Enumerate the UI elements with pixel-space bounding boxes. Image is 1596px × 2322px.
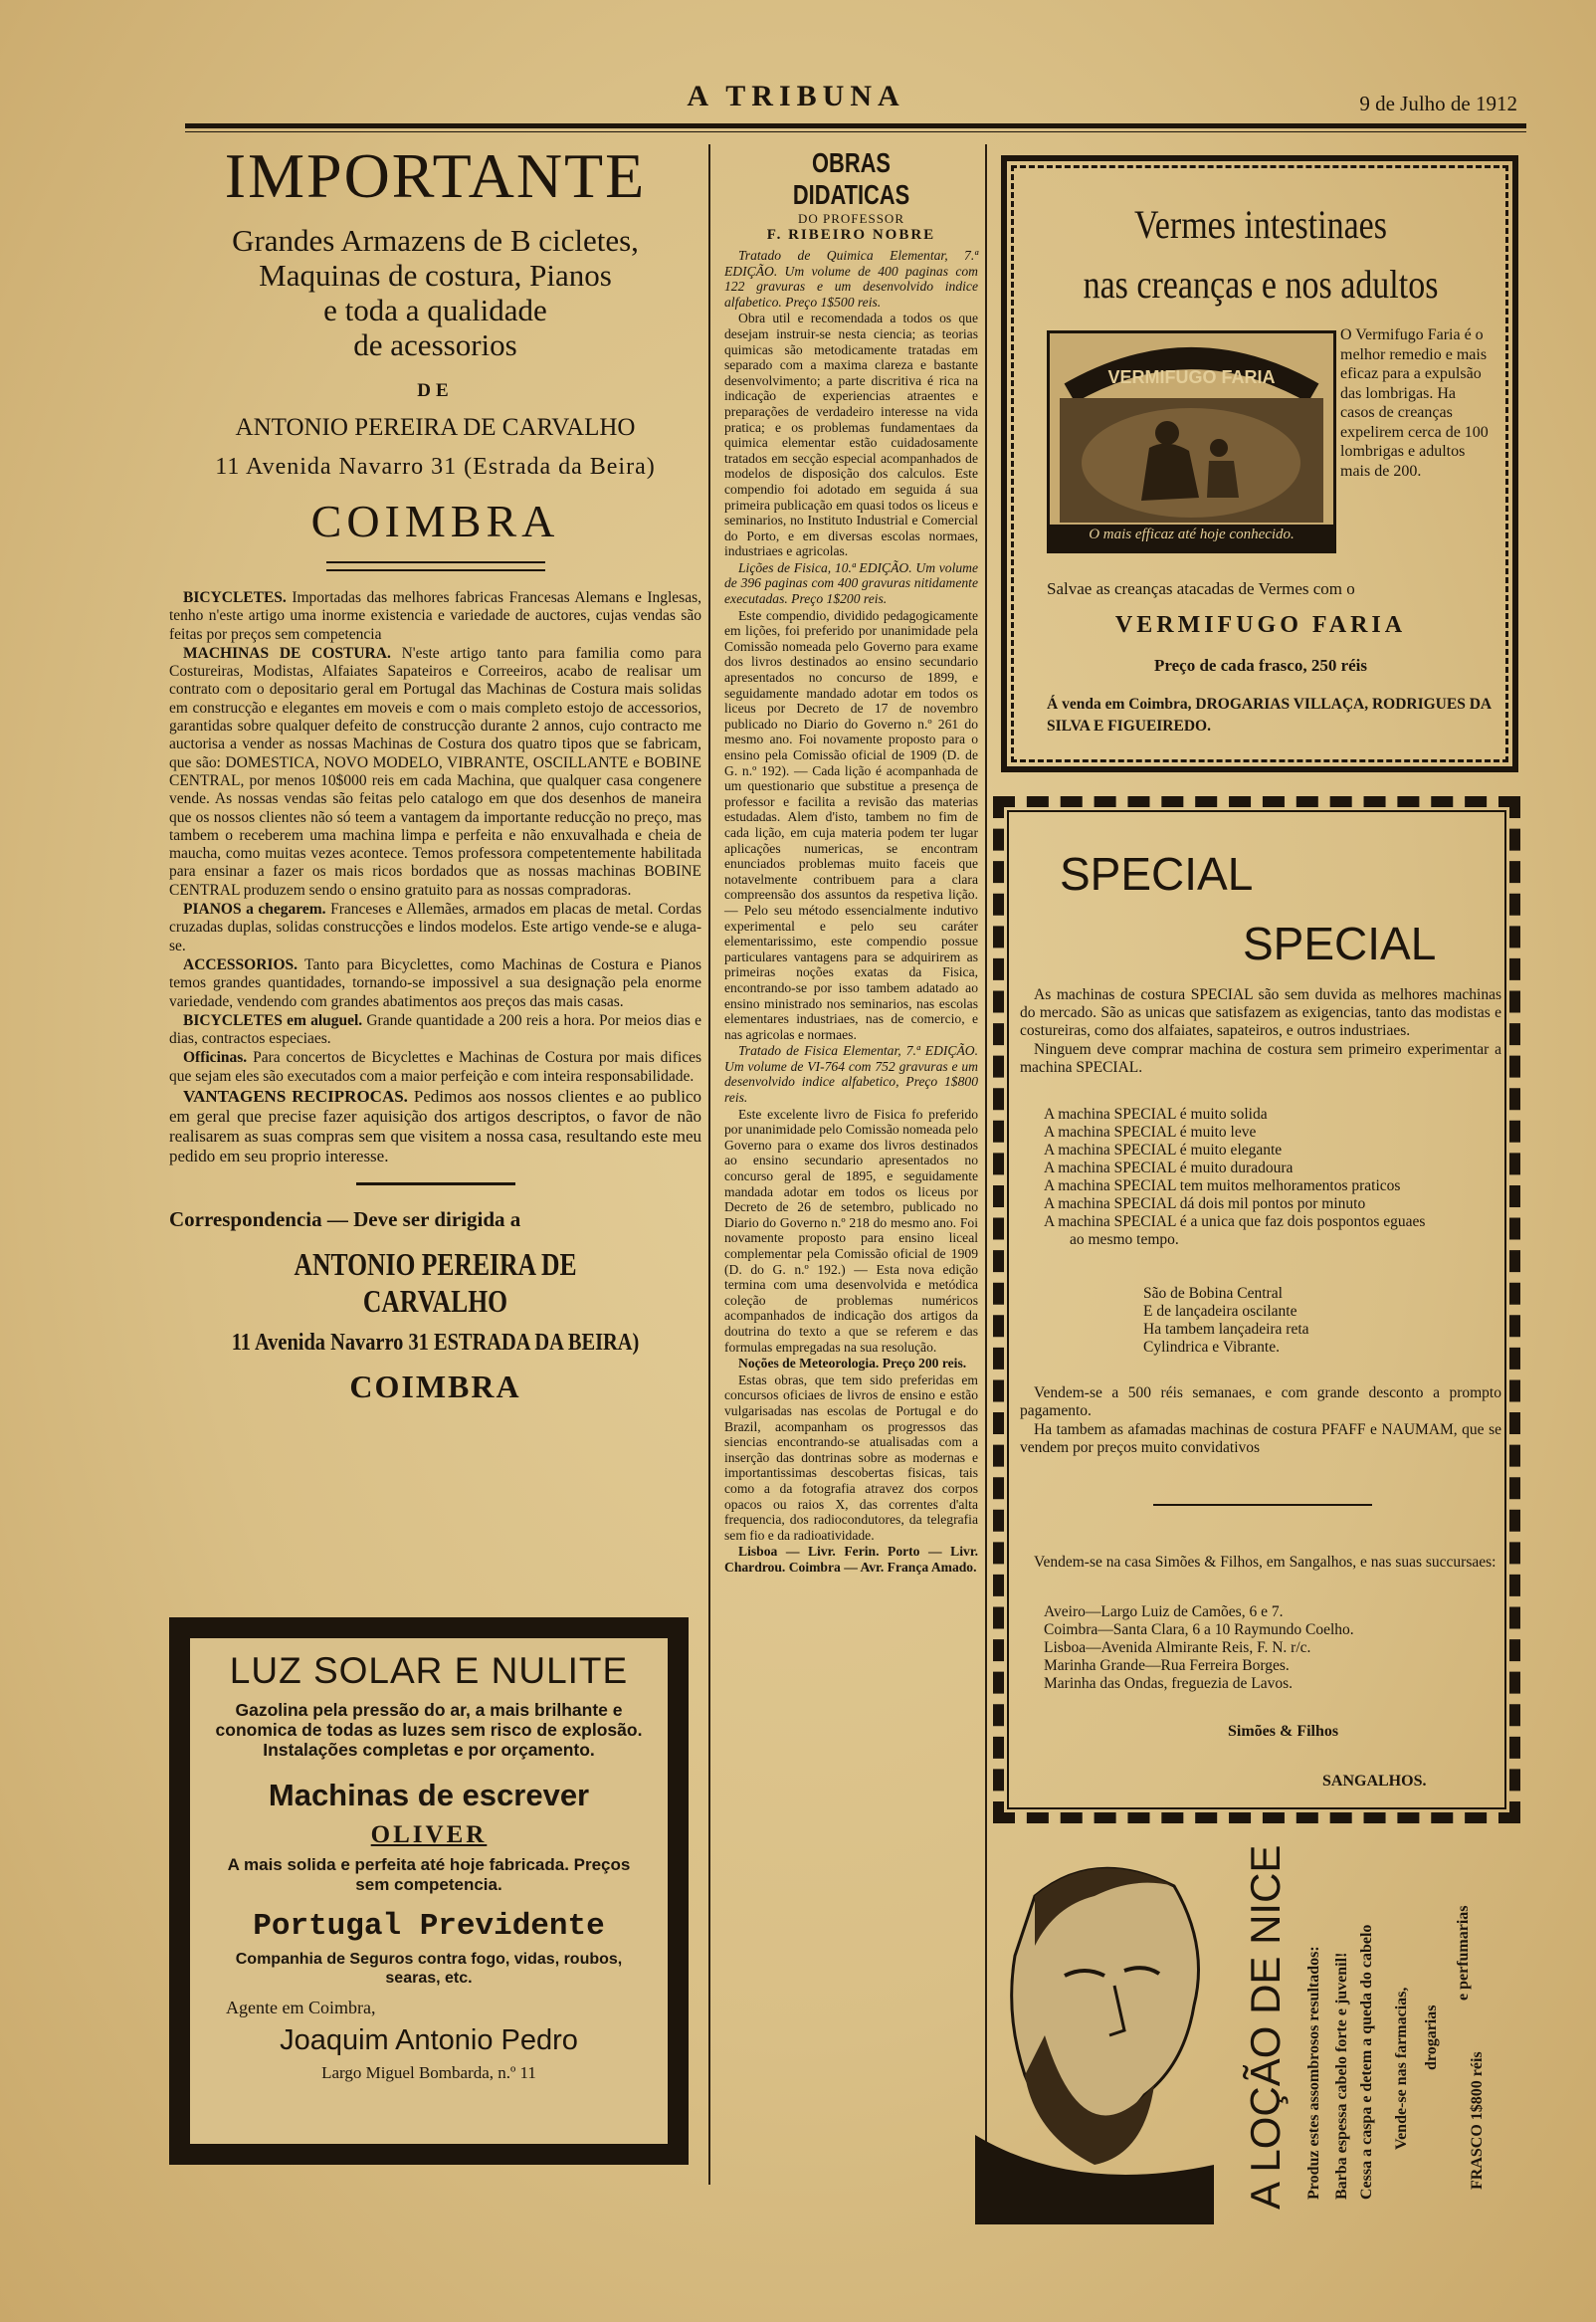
paragraph [169, 645, 701, 900]
header-rule-thin [185, 131, 1526, 132]
paragraph-lead: VANTAGENS RECIPROCAS. [183, 1087, 408, 1107]
special-list [1044, 1106, 1501, 1249]
vermes-brand: VERMIFUGO FARIA [1114, 612, 1407, 638]
paragraph: Obra util e recomendada a todos os que desejam instruir-se nesta ciencia; as teorias quimicas são metodicamente tratadas em separado com a maxima clareza e bastante desenvolvimento; a parte discritiva é rica na indicação de experiencias atraentes e preparações de verdadeiro interesse na vida pratica; e os problemas fundamentaes da quimica elementar estão cuidadosamente tratados em secção especial acompanhados de modelos de disposição dos calculos. Este compendio foi adotado em seguida á sua primeira publicação em quasi todos os liceus e seminarios, no Instituto Industrial e Comercial do Porto, e em diversas escolas normaes, industriaes e agricolas. [724, 311, 978, 559]
store-line: Aveiro—Largo Luiz de Camões, 6 e 7. [1044, 1603, 1284, 1620]
paragraph-text: Franceses e Allemães, armados em placas de metal. Cordas cruzadas duplas, solidas construcções e lindos modelos. Este artigo vende-se e aluga-se. [169, 901, 701, 954]
luz-title: LUZ SOLAR E NULITE [229, 1650, 629, 1691]
ornament-rule [356, 1182, 515, 1185]
ad-body [169, 589, 701, 1166]
owner-name-2: ANTONIO PEREIRA DE CARVALHO [294, 1246, 577, 1320]
locao-line-1: Produz estes assombrosos resultados: [1305, 1946, 1322, 2200]
oliver-brand: OLIVER [370, 1821, 488, 1848]
store-line: Coimbra—Santa Clara, 6 a 10 Raymundo Coelho. [1044, 1621, 1354, 1638]
issue-date: 9 de Julho de 1912 [1359, 92, 1517, 115]
list-item: ao mesmo tempo. [1070, 1231, 1179, 1248]
ad-subtitle [169, 223, 701, 362]
man-portrait-image [975, 1836, 1214, 2224]
vermes-stockists: Á venda em Coimbra, DROGARIAS VILLAÇA, RODRIGUES DA SILVA E FIGUEIREDO. [1047, 696, 1492, 735]
de-label: DE [417, 380, 454, 401]
paragraph-lead: PIANOS a chegarem. [183, 901, 326, 919]
locao-line-5: drogarias [1423, 2005, 1440, 2070]
paragraph-text: Importadas das melhores fabricas Francesas Alemans e Inglesas, tenho n'este artigo uma inorme existencia e variedade de auctores, cujas vendas são feitas por preços sem competencia [169, 589, 701, 643]
agente-label: Agente em Coimbra, [226, 1998, 376, 2017]
vermifugo-seal [1047, 330, 1336, 553]
paragraph: Ninguem deve comprar machina de costura sem primeiro experimentar a machina SPECIAL. [1020, 1041, 1501, 1076]
special-signature: Simões & Filhos [1228, 1723, 1339, 1740]
locao-line-4: Vende-se nas farmacias, [1393, 1987, 1410, 2150]
list-item: A machina SPECIAL dá dois mil pontos por minuto [1044, 1195, 1366, 1212]
portrait-illustration [975, 1836, 1214, 2224]
correspondence-line: Correspondencia — Deve ser dirigida a [169, 1207, 521, 1232]
vermes-ad [1001, 155, 1518, 772]
luz-ad-frame [169, 1617, 689, 2165]
paragraph-text: Pedimos aos nossos clientes e ao publico em geral que precise fazer aquisição dos artigos descriptos, o favor de não realisarem as suas compras sem que visitem a nossa casa, resultando este meu pedido em seu proprio interesse. [169, 1087, 701, 1166]
paragraph: Tratado de Quimica Elementar, 7.ª EDIÇÃO. Um volume de 400 paginas com 122 gravuras e um desenvolvido indice alfabetico. Preço 1$500 reis. [724, 248, 978, 310]
paragraph [169, 1087, 701, 1166]
luz-ad-inner [187, 1635, 671, 2147]
column-rule [708, 144, 710, 2185]
paragraph-lead: Officinas. [183, 1049, 248, 1067]
ornament-rule [326, 561, 545, 571]
paragraph-text: Grande quantidade a 200 reis a hora. Por meios dias e dias, contractos especiaes. [169, 1011, 701, 1048]
locao-price: FRASCO 1$800 réis [1469, 2051, 1486, 2190]
paragraph-text: Tanto para Bicyclettes, como Machinas de Costura e Pianos temos grandes quantidades, tornando-se impossivel a sua designação pela enorme variedade, vendendo com grandes abatimentos aos preços das mais casas. [169, 955, 701, 1010]
paragraph [169, 589, 701, 644]
seal-illustration [1050, 333, 1333, 550]
special-stores [1044, 1603, 1501, 1693]
owner-address-2: 11 Avenida Navarro 31 ESTRADA DA BEIRA) [231, 1330, 640, 1357]
paragraph: Lisboa — Livr. Ferin. Porto — Livr. Chardrou. Coimbra — Avr. França Amado. [724, 1544, 978, 1575]
special-body [1020, 986, 1501, 1078]
paragraph: Este excelente livro de Fisica fo preferido por unanimidade pelo Comissão nomeada pelo Governo para o exame dos livros destinados ao ensino secundario apresentados no concurso geral de 1895, e seguidamente mandada adotar em todos os liceus por Decreto de 26 de setembro, publicado no Diario do Governo n.º 218 do mesmo ano. Foi novamente proposto para ensino liceal complementar pela Comissão oficial de 1909 (D. do G. n.º 192.) — Esta nova edição termina com uma desenvolvida e metódica coleção de problemas numéricos acompanhados de indicação dos artigos da doutrina do texto a que se referem e das formulas empregadas na sua resolução. [724, 1106, 978, 1355]
paragraph: As machinas de costura SPECIAL são sem duvida as melhores machinas do mercado. São as unicas que satisfazem as exigencias, tanto das modistas e costureiras, como dos alfaiates, sapateiros, e outros industriaes. [1020, 986, 1501, 1039]
paragraph: Vendem-se na casa Simões & Filhos, em Sangalhos, e nas suas succursaes: [1034, 1554, 1496, 1571]
locao-title: A LOÇÃO DE NICE [1242, 1844, 1289, 2210]
importante-ad [169, 139, 701, 1405]
vermes-salve: Salvae as creanças atacadas de Vermes com o [1047, 579, 1355, 598]
paragraph-lead: BICYCLETES. [183, 589, 287, 606]
city-title: COIMBRA [310, 496, 560, 546]
agent-name: Joaquim Antonio Pedro [280, 2024, 578, 2056]
special-types [1143, 1285, 1501, 1357]
subtitle-line: Maquinas de costura, Pianos [259, 258, 612, 293]
obras-body [724, 248, 978, 1575]
store-line: Marinha Grande—Rua Ferreira Borges. [1044, 1657, 1290, 1674]
vermes-side-text: O Vermifugo Faria é o melhor remedio e mais eficaz para a expulsão das lombrigas. Ha casos de creanças expelirem cerca de 100 lombrigas e adultos mais de 200. [1340, 326, 1489, 480]
locao-line-6: e perfumarias [1455, 1905, 1472, 2001]
ornament-rule [1153, 1504, 1372, 1506]
type-line: E de lançadeira oscilante [1143, 1303, 1297, 1320]
paragraph: Estas obras, que tem sido preferidas em concursos oficiaes de livros de ensino e estão vulgarisadas nas escolas de Portugal e do Brazil, acompanham os progressos das siencias encontrando-se atualisadas com a inserção das dontrinas sobre as modernas e importantissimas descobertas fisicas, tais como a da fotografia atravez dos corpos opacos ou raios X, das correntes d'alta frequencia, dos radiocondutores, da telegrafia sem fio e da radioatividade. [724, 1372, 978, 1543]
luz-desc: Gazolina pela pressão do ar, a mais brilhante e conomica de todas as luzes sem risco de explosão. Instalações completas e por orçamento. [215, 1700, 643, 1760]
list-item: A machina SPECIAL é muito elegante [1044, 1142, 1283, 1159]
paragraph: Noções de Meteorologia. Preço 200 reis. [738, 1356, 967, 1372]
special-title-2: SPECIAL [1243, 918, 1437, 969]
paragraph [169, 1012, 701, 1049]
special-ad [993, 796, 1520, 1823]
masthead-title: A TRIBUNA [687, 80, 905, 112]
owner-address: 11 Avenida Navarro 31 (Estrada da Beira) [215, 454, 656, 480]
vermes-title: Vermes intestinaes [1134, 202, 1387, 247]
agent-address: Largo Miguel Bombarda, n.º 11 [321, 2063, 536, 2082]
city-title-2: COIMBRA [349, 1369, 521, 1405]
list-item: A machina SPECIAL é muito solida [1044, 1106, 1268, 1123]
paragraph-lead: ACCESSORIOS. [183, 955, 298, 973]
header-rule [185, 123, 1526, 128]
oliver-desc: A mais solida e perfeita até hoje fabricada. Preços sem competencia. [227, 1855, 631, 1894]
obras-subtitle: DO PROFESSOR [797, 211, 904, 226]
special-place: SANGALHOS. [1322, 1773, 1427, 1790]
list-item: A machina SPECIAL é muito duradoura [1044, 1160, 1294, 1176]
list-item: A machina SPECIAL é a unica que faz dois pospontos eguaes [1044, 1213, 1426, 1230]
paragraph [169, 901, 701, 955]
locao-line-2: Barba espessa cabelo forte e juvenil! [1333, 1952, 1350, 2200]
seal-motto: O mais efficaz até hoje conhecido. [1089, 527, 1295, 542]
obras-column [724, 147, 978, 1576]
subtitle-line: de acessorios [353, 327, 517, 362]
vermes-title-2: nas creanças e nos adultos [1083, 262, 1439, 307]
paragraph-lead: BICYCLETES em aluguel. [183, 1011, 363, 1029]
paragraph [169, 956, 701, 1011]
subtitle-line: Grandes Armazens de B cicletes, [232, 223, 639, 258]
locao-line-3: Cessa a caspa e detem a queda do cabelo [1358, 1924, 1375, 2200]
owner-name: ANTONIO PEREIRA DE CARVALHO [235, 414, 636, 441]
paragraph: Tratado de Fisica Elementar, 7.ª EDIÇÃO. Um volume de VI-764 com 752 gravuras e um desenvolvido indice alfabetico, Preço 1$800 reis. [724, 1043, 978, 1106]
machinas-title: Machinas de escrever [268, 1778, 590, 1812]
paragraph: Ha tambem as afamadas machinas de costura PFAFF e NAUMAM, que se vendem por preços muito convidativos [1020, 1421, 1501, 1456]
paragraph-text: N'este artigo tanto para familia como para Costureiras, Modistas, Alfaiates Sapateiros e Correeiros, acabo de realisar um contrato com o depositario geral em Portugal das Machinas de Costura mais solidas em construcção e elegantes em moveis e com o mais completo estojo de accessorios, garantidas sobre qualquer defeito de construcção durante 2 annos, cujo contracto me auctorisa a vender as nossas Machinas de Costura dos quatro tipos que se fabricam, que são: DOMESTICA, NOVO MODELO, VIBRANTE, OSCILLANTE e BOBINE CENTRAL, por menos 10$000 reis em cada Machina, que qualquer casa congenere vende. As nossas vendas são feitas pelo catalogo em que dos desenhos de maneira que os nossos clientes não só teem a vantagem da importante reducção no preço, mas tambem o receberem uma machina limpa e perfeita e não enxuvalhada e cheia de maucha, como muitas vezes acontece. Temos professora competentemente habilitada para ensinar a fazer os mais ricos bordados que as nossas machinas BOBINE CENTRAL produzem sendo o ensino gratuito para as nossas compradoras. [169, 644, 702, 899]
store-line: Lisboa—Avenida Almirante Reis, F. N. r/c. [1044, 1639, 1311, 1656]
paragraph: Vendem-se a 500 réis semanaes, e com grande desconto a prompto pagamento. [1020, 1384, 1501, 1419]
subtitle-line: e toda a qualidade [323, 293, 547, 327]
previdente-desc: Companhia de Seguros contra fogo, vidas, roubos, searas, etc. [235, 1951, 623, 1987]
paragraph: Este compendio, dividido pedagogicamente em lições, foi preferido por unanimidade pela Comissão nomeada pelo Governo para exame dos livros destinados ao ensino secundario apresentados no concurso de 1899, e seguidamente mandado adotar em todos os liceus por Decreto de 17 de novembro publicado no Diario do Governo n.º 261 do mesmo ano. Foi novamente proposto para o ensino pela Comissão oficial de 1909 (D. de G. n.º 192). — Cada lição é acompanhada de um questionario que substitue a presença de professor e facilita a revisão das materias estudadas. Alem d'isto, tambem no fim de cada lição, em cuja materia podem ter lugar aplicações numericas, se encontram enunciados problemas muito faceis que notavelmente contribuem para a clara compreensão dos assuntos da respetiva lição. — Pelo seu método essencialmente indutivo experimental e pelo seu caráter elementarissimo, este compendio possue particulares vantagens para se adquirirem as primeiras noções exatas da Fisica, encontrando-se por isso tambem adatado ao ensino ministrado nos seminarios, nas escolas elementares industriaes, nas de comercio, e nas agricolas e normaes. [724, 607, 978, 1042]
obras-title: OBRAS DIDATICAS [792, 147, 910, 210]
paragraph-lead: MACHINAS DE COSTURA. [183, 644, 391, 662]
list-item: A machina SPECIAL é muito leve [1044, 1124, 1257, 1141]
seal-title: VERMIFUGO FARIA [1107, 367, 1276, 387]
special-stockists-intro [1020, 1554, 1501, 1573]
type-line: São de Bobina Central [1143, 1285, 1283, 1302]
ad-title: IMPORTANTE [224, 140, 647, 211]
vermes-price: Preço de cada frasco, 250 réis [1153, 656, 1367, 675]
obras-author: F. RIBEIRO NOBRE [766, 227, 936, 243]
special-terms [1020, 1384, 1501, 1458]
paragraph-text: Para concertos de Bicyclettes e Machinas de Costura por mais difices que sejam eles são executados com a maior perfeição e com inteira responsabilidade. [169, 1049, 701, 1085]
type-line: Ha tambem lançadeira reta [1143, 1321, 1309, 1338]
store-line: Marinha das Ondas, freguezia de Lavos. [1044, 1675, 1294, 1692]
special-title: SPECIAL [1060, 848, 1254, 900]
previdente-title: Portugal Previdente [253, 1909, 605, 1944]
paragraph: Lições de Fisica, 10.ª EDIÇÃO. Um volume de 396 paginas com 400 gravuras nitidamente executadas. Preço 1$200 reis. [724, 559, 978, 607]
type-line: Cylindrica e Vibrante. [1143, 1339, 1280, 1356]
paragraph [169, 1049, 701, 1086]
list-item: A machina SPECIAL tem muitos melhoramentos praticos [1044, 1177, 1401, 1194]
